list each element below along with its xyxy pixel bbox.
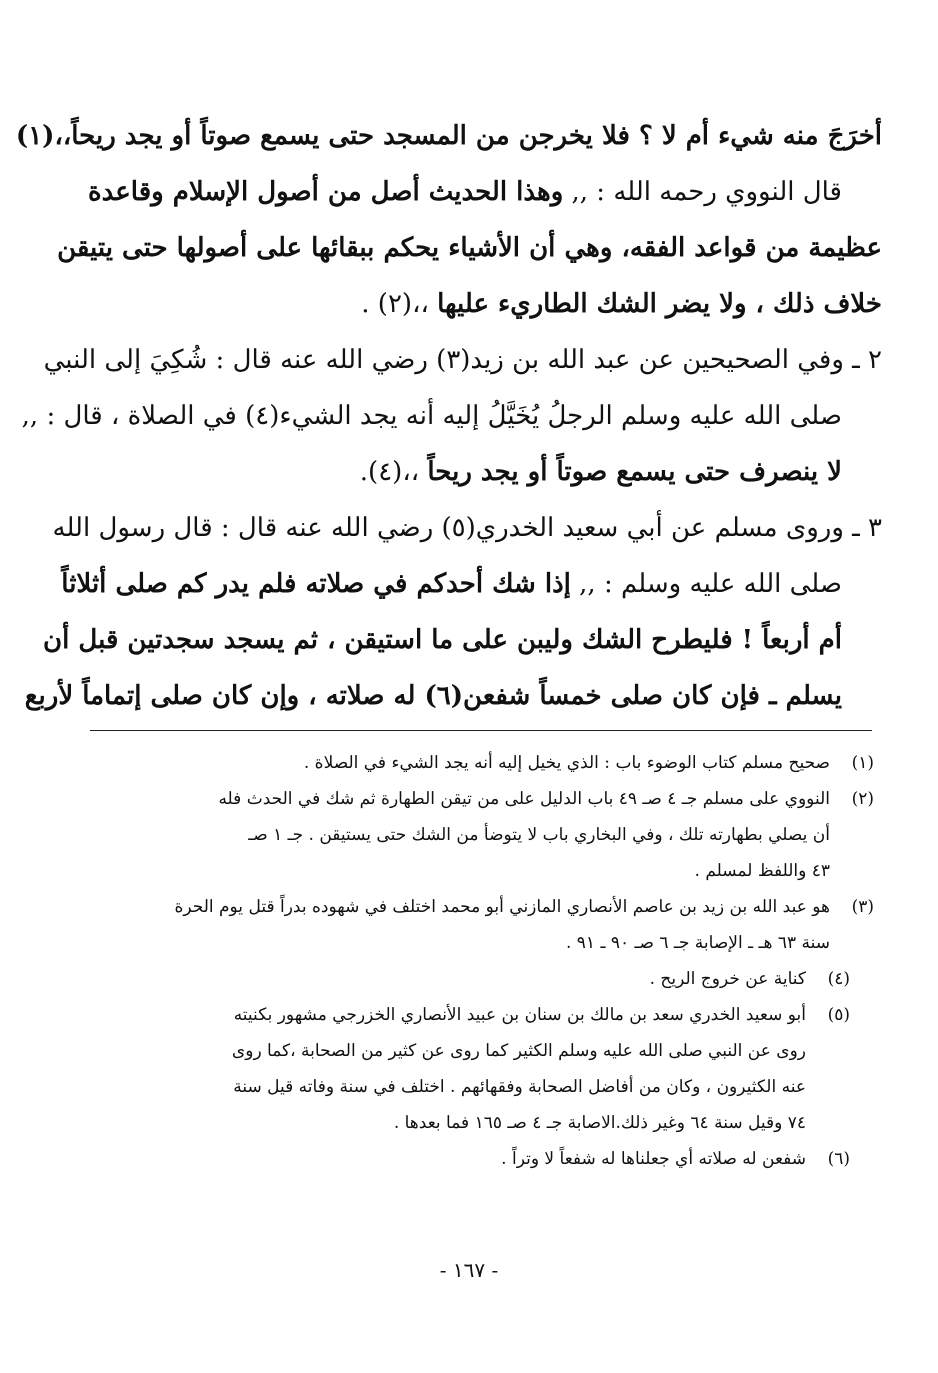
- footnote-line: أبو سعيد الخدري سعد بن مالك بن سنان بن عبيد الأنصاري الخزرجي مشهور بكنيته: [233, 1005, 806, 1025]
- footnote-1: [90, 745, 874, 781]
- text-normal: ،،(٤).: [359, 457, 428, 487]
- footnote-6: [90, 1141, 874, 1177]
- footnote-text: [90, 781, 830, 889]
- footnote-2: [90, 781, 874, 889]
- text-bold: لا ينصرف حتى يسمع صوتاً أو يجد ريحاً: [427, 457, 842, 487]
- footnote-text: [90, 997, 806, 1141]
- text-normal: قال النووي رحمه الله : ,,: [563, 177, 842, 207]
- text-bold: وهذا الحديث أصل من أصول الإسلام وقاعدة: [87, 177, 564, 207]
- footnote-number: (٤): [827, 969, 850, 989]
- footnote-number: (٦): [827, 1149, 850, 1169]
- footnote-line: روى عن النبي صلى الله عليه وسلم الكثير كما روى عن كثير من الصحابة ،كما روى: [231, 1041, 806, 1061]
- footnote-line: صحيح مسلم كتاب الوضوء باب : الذي يخيل إليه أنه يجد الشيء في الصلاة .: [303, 753, 830, 773]
- main-text: [15, 108, 882, 724]
- footnote-line: سنة ٦٣ هـ ـ الإصابة جـ ٦ صـ ٩٠ ـ ٩١ .: [565, 933, 830, 953]
- text-line-3: عظيمة من قواعد الفقه، وهي أن الأشياء يحكم ببقائها على أصولها حتى يتيقن: [57, 233, 882, 263]
- text-line-10: أم أربعاً ! فليطرح الشك وليبن على ما استيقن ، ثم يسجد سجدتين قبل أن: [43, 625, 842, 655]
- footnote-line: عنه الكثيرون ، وكان من أفاضل الصحابة وفقهائهم . اختلف في سنة وفاته قيل سنة: [233, 1077, 806, 1097]
- footnote-number: (٢): [851, 789, 874, 809]
- footnote-text: [90, 889, 830, 961]
- footnote-text: [90, 961, 806, 997]
- footnote-line: شفعن له صلاته أي جعلناها له شفعاً لا وتراً .: [501, 1149, 806, 1169]
- text-normal: صلى الله عليه وسلم : ,,: [570, 569, 842, 599]
- text-line-4: [90, 276, 882, 332]
- text-line-1: أخرَجَ منه شيء أم لا ؟ فلا يخرجن من المسجد حتى يسمع صوتاً أو يجد ريحاً،،(١): [15, 121, 882, 151]
- footnote-line: هو عبد الله بن زيد بن عاصم الأنصاري المازني أبو محمد اختلف في شهوده بدراً قتل يوم الحرة: [174, 897, 830, 917]
- text-bold: خلاف ذلك ، ولا يضر الشك الطاريء عليها: [437, 289, 882, 319]
- footnote-line: ٧٤ وقيل سنة ٦٤ وغير ذلك.الاصابة جـ ٤ صـ ١٦٥ فما بعدها .: [393, 1113, 806, 1133]
- footnote-text: [90, 1141, 806, 1177]
- footnote-text: [90, 745, 830, 781]
- footnote-number: (١): [851, 753, 874, 773]
- text-line-8: ٣ ـ وروى مسلم عن أبي سعيد الخدري(٥) رضي الله عنه قال : قال رسول الله: [52, 513, 882, 543]
- footnote-line: النووي على مسلم جـ ٤ صـ ٤٩ باب الدليل على من تيقن الطهارة ثم شك في الحدث فله: [218, 789, 830, 809]
- text-bold: إذا شك أحدكم في صلاته فلم يدر كم صلى أثلاثاً: [61, 569, 571, 599]
- footnote-line: ٤٣ واللفظ لمسلم .: [694, 861, 830, 881]
- page-number: - ١٦٧ -: [439, 1258, 499, 1282]
- footnote-line: كناية عن خروج الريح .: [649, 969, 806, 989]
- footnote-5: [90, 997, 874, 1141]
- footnote-3: [90, 889, 874, 961]
- footnote-line: أن يصلي بطهارته تلك ، وفي البخاري باب لا يتوضأ من الشك حتى يستيقن . جـ ١ صـ: [248, 825, 830, 845]
- text-line-6: صلى الله عليه وسلم الرجلُ يُخَيَّلُ إليه أنه يجد الشيء(٤) في الصلاة ، قال : ,,: [21, 401, 842, 431]
- footnote-number: (٥): [827, 1005, 850, 1025]
- text-line-7: [90, 444, 882, 500]
- text-line-9: [61, 556, 882, 612]
- footnotes: [90, 745, 874, 1177]
- text-line-2: [87, 164, 882, 220]
- footnote-number: (٣): [851, 897, 874, 917]
- text-line-11: يسلم ـ فإن كان صلى خمساً شفعن(٦) له صلاته ، وإن كان صلى إتماماً لأربع: [24, 681, 842, 711]
- text-normal: ،،(٢) .: [361, 289, 438, 319]
- footnote-divider: [90, 730, 872, 731]
- text-line-5: ٢ ـ وفي الصحيحين عن عبد الله بن زيد(٣) رضي الله عنه قال : شُكِيَ إلى النبي: [43, 345, 882, 375]
- footnote-4: [90, 961, 874, 997]
